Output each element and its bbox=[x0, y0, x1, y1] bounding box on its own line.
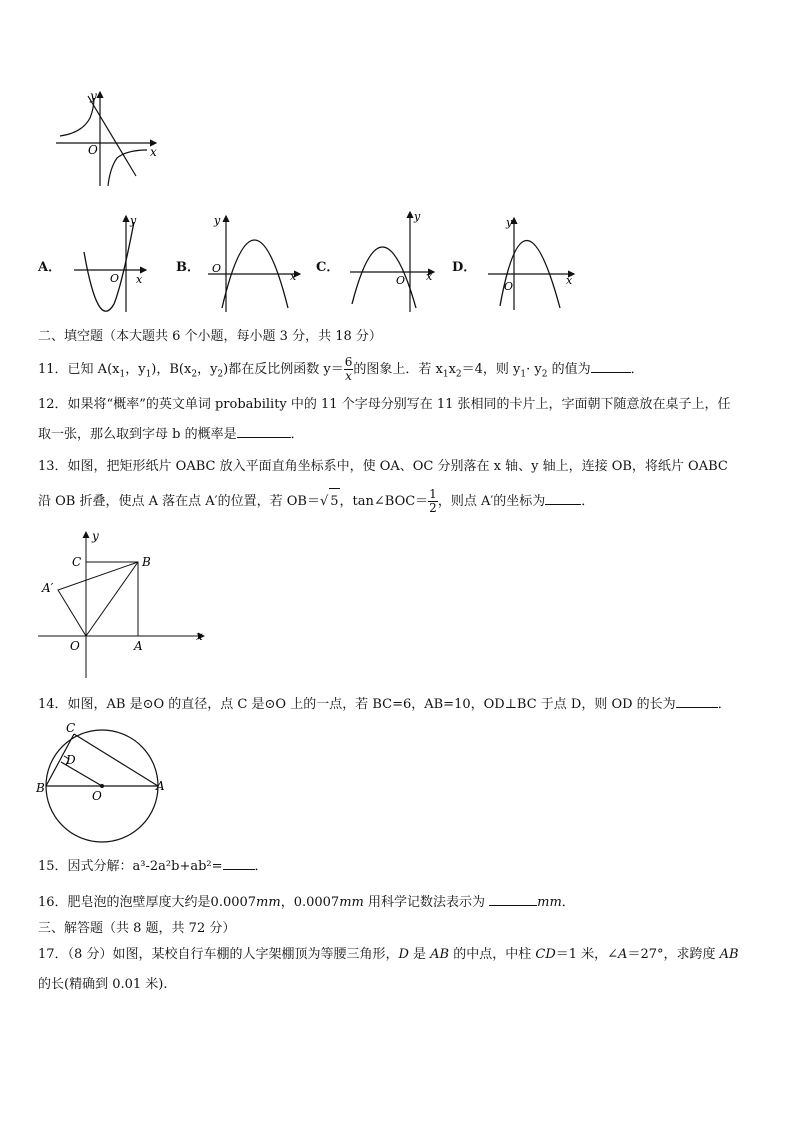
question-12-line-1: 12．如果将“概率”的英文单词 probability 中的 11 个字母分别写在 11 张相同的卡片上，字面朝下随意放在桌子上，任 bbox=[38, 397, 731, 412]
origin-label: O bbox=[504, 280, 514, 293]
question-13-line-2: 沿 OB 折叠，使点 A 落在点 A′的位置，若 OB＝√ 5，tan∠BOC＝ $\frac{1}{2}$ ，则点 A′的坐标为 ． bbox=[38, 487, 595, 515]
question-13-line-1: 13．如图，把矩形纸片 OABC 放入平面直角坐标系中，使 OA、OC 分别落在 x 轴、y 轴上，连接 OB，将纸片 OABC bbox=[38, 459, 728, 474]
x-label: x bbox=[196, 629, 203, 643]
point-b-label: B bbox=[36, 781, 45, 795]
point-c-label: C bbox=[72, 555, 82, 569]
option-a-label: A． bbox=[38, 260, 62, 275]
section-3-heading: 三、解答题（共 8 题，共 72 分） bbox=[38, 921, 236, 936]
answer-blank[interactable] bbox=[545, 504, 581, 505]
y-label: y bbox=[92, 529, 99, 543]
section-2-heading: 二、填空题（本大题共 6 个小题，每小题 3 分，共 18 分） bbox=[38, 329, 382, 344]
y-label: y bbox=[130, 214, 137, 227]
x-label: x bbox=[290, 270, 297, 283]
option-d-graph bbox=[484, 214, 580, 312]
option-d-label: D． bbox=[452, 260, 477, 275]
point-a-label: A bbox=[156, 779, 165, 793]
answer-blank[interactable] bbox=[223, 869, 255, 870]
question-14: 14．如图，AB 是⊙O 的直径，点 C 是⊙O 上的一点，若 BC=6，AB=10，OD⊥BC 于点 D，则 OD 的长为 ． bbox=[38, 697, 731, 712]
y-label: y bbox=[90, 89, 97, 103]
point-d-label: D bbox=[66, 753, 76, 767]
option-a-graph bbox=[70, 212, 152, 314]
answer-blank[interactable] bbox=[489, 905, 537, 906]
y-label: y bbox=[506, 216, 513, 229]
point-c-label: C bbox=[66, 721, 76, 735]
point-a-prime-label: A′ bbox=[42, 581, 54, 595]
question-17-line-2: 的长(精确到 0.01 米). bbox=[38, 977, 168, 992]
option-c-label: C． bbox=[316, 260, 340, 275]
y-label: y bbox=[414, 210, 421, 223]
option-c-graph bbox=[346, 208, 438, 314]
point-b-label: B bbox=[142, 555, 151, 569]
answer-blank[interactable] bbox=[591, 372, 631, 373]
question-17-line-1: 17．（8 分）如图，某校自行车棚的人字架棚顶为等腰三角形，D 是 AB 的中点，中柱 CD＝1 米，∠A＝27°，求跨度 AB bbox=[38, 947, 739, 962]
question-11: 11．已知 $A(x_1$，$y_1$)，$B(x_2$，$y_2$)都在反比例函数 y＝ $\frac{6}{x}$ 的图象上．若 $x_1x_2=4$，则 $y_1\cdot y_2$ 的值为 ． bbox=[38, 355, 644, 383]
point-a-label: A bbox=[134, 639, 143, 653]
y-label: y bbox=[214, 214, 221, 227]
question-15: 15．因式分解：a³-2a²b+ab²= ． bbox=[38, 859, 268, 874]
q13-rectangle-figure bbox=[34, 528, 210, 680]
question-12-line-2: 取一张，那么取到字母 b 的概率是 ． bbox=[38, 427, 304, 442]
top-function-graph bbox=[52, 88, 164, 190]
answer-blank[interactable] bbox=[676, 707, 718, 708]
option-b-graph bbox=[204, 212, 304, 314]
origin-label: O bbox=[110, 272, 120, 285]
fraction-6-over-x: $\frac{6}{x}$ bbox=[344, 355, 353, 383]
fraction-1-over-2: $\frac{1}{2}$ bbox=[429, 487, 437, 515]
x-label: x bbox=[150, 145, 157, 159]
x-label: x bbox=[566, 274, 573, 287]
origin-label: O bbox=[88, 143, 98, 157]
origin-label: O bbox=[396, 274, 406, 287]
x-label: x bbox=[136, 273, 143, 286]
option-b-label: B． bbox=[176, 260, 200, 275]
x-label: x bbox=[426, 270, 433, 283]
question-16: 16．肥皂泡的泡壁厚度大约是0.0007mm，0.0007mm 用科学记数法表示为 mm． bbox=[38, 895, 575, 910]
answer-blank[interactable] bbox=[237, 437, 291, 438]
q14-circle-figure bbox=[34, 720, 170, 844]
point-o-label: O bbox=[92, 789, 102, 803]
origin-label: O bbox=[212, 262, 222, 275]
point-o-label: O bbox=[70, 639, 80, 653]
